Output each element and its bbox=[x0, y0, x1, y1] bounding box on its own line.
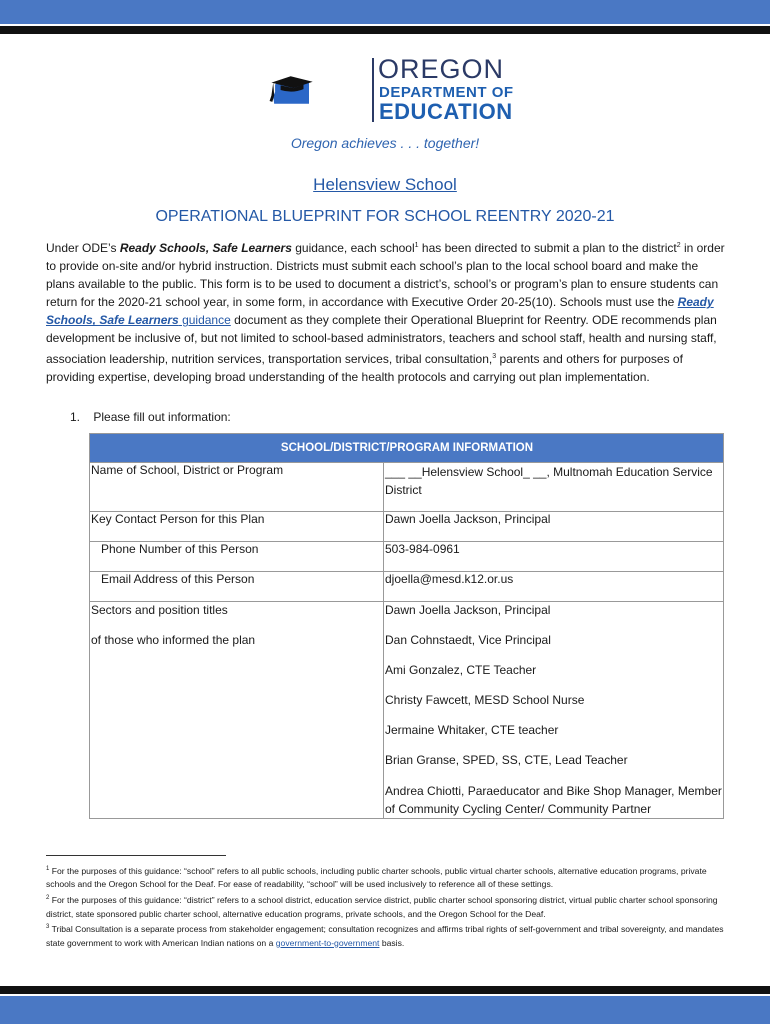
bottom-banner-bar bbox=[0, 996, 770, 1024]
sectors-list bbox=[384, 602, 724, 819]
list-item: Christy Fawcett, MESD School Nurse bbox=[385, 693, 585, 707]
logo-oregon-text: OREGON bbox=[378, 54, 505, 84]
row-label: Email Address of this Person bbox=[90, 572, 384, 602]
list-item: Dan Cohnstaedt, Vice Principal bbox=[385, 633, 551, 647]
school-name-value: ___ __Helensview School_ __, Multnomah Education Service District bbox=[384, 463, 724, 512]
email-value: djoella@mesd.k12.or.us bbox=[384, 572, 724, 602]
footnote-divider bbox=[46, 855, 226, 856]
list-item: Jermaine Whitaker, CTE teacher bbox=[385, 723, 559, 737]
ode-logo-icon bbox=[265, 54, 375, 126]
table-row bbox=[90, 602, 724, 819]
list-item: Dawn Joella Jackson, Principal bbox=[385, 603, 551, 617]
footnote-ref-2: 2 bbox=[676, 242, 681, 249]
question-1: 1. Please fill out information: bbox=[70, 410, 231, 424]
sectors-label-line: of those who informed the plan bbox=[91, 633, 256, 647]
blueprint-title: OPERATIONAL BLUEPRINT FOR SCHOOL REENTRY 2020-21 bbox=[155, 208, 615, 225]
top-divider bbox=[0, 26, 770, 34]
contact-person-value: Dawn Joella Jackson, Principal bbox=[384, 512, 724, 542]
guidance-link[interactable]: Ready Schools, Safe Learners guidance bbox=[46, 295, 714, 328]
footnote-1: $^1$ For the purposes of this guidance: “school” refers to all public schools, including public charter schools, public virtual charter schools, alternative education programs, private schools and the Oregon School for the Deaf. For ease of readability, “school” will be used inclusively to reference all of these settings. bbox=[46, 865, 707, 890]
list-item: Andrea Chiotti, Paraeducator and Bike Shop Manager, Member of Community Cycling Center/ Community Partner bbox=[385, 784, 722, 816]
table-row bbox=[90, 542, 724, 572]
intro-paragraph: Under ODE’s Ready Schools, Safe Learners guidance, each school$^1$ has been directed to submit a plan to the district$^2$ in order to provide on-site and/or hybrid instruction. Districts must submit each school’s plan to the local school board and make the plans available to the public. This form is to be used to document a district’s, school’s or program’s plan to ensure students can return for the 2020-21 school year, in some form, in accordance with Executive Order 20-25(10). Schools must use the Ready Schools, Safe Learners guidance document as they complete their Operational Blueprint for Reentry. ODE recommends plan development be inclusive of, but not limited to school-based administrators, teachers and school staff, health and nursing staff, association leadership, nutrition services, transportation services, tribal consultation,$^3$ parents and others for purposes of providing expertise, developing broad understanding of the health protocols and carrying out plan implementation. bbox=[46, 241, 725, 384]
school-title: Helensview School bbox=[313, 175, 457, 194]
table-row bbox=[90, 463, 724, 512]
footnotes bbox=[46, 863, 736, 950]
sectors-label bbox=[90, 602, 384, 819]
footnote-ref-3: 3 bbox=[492, 352, 497, 360]
bottom-divider bbox=[0, 986, 770, 994]
government-link[interactable]: government-to-government bbox=[275, 937, 380, 948]
tagline: Oregon achieves . . . together! bbox=[290, 135, 480, 151]
footnote-3: $^3$ Tribal Consultation is a separate process from stakeholder engagement; consultation recognizes and affirms tribal rights of self-government and tribal sovereignty, and mandates state government to work with American Indian nations on a government-to-government basis. bbox=[46, 923, 724, 948]
list-item: Ami Gonzalez, CTE Teacher bbox=[385, 663, 537, 677]
table-header: SCHOOL/DISTRICT/PROGRAM INFORMATION bbox=[90, 434, 724, 463]
sectors-label-line: Sectors and position titles bbox=[91, 603, 228, 617]
logo-department-text: DEPARTMENT OF bbox=[379, 84, 514, 101]
logo-education-text: EDUCATION bbox=[379, 99, 513, 124]
guidance-name: Ready Schools, Safe Learners bbox=[119, 241, 292, 255]
table-row bbox=[90, 512, 724, 542]
row-label: Phone Number of this Person bbox=[90, 542, 384, 572]
school-info-table bbox=[89, 433, 724, 819]
footnote-2: $^2$ For the purposes of this guidance: “district” refers to a school district, education service district, public charter school sponsoring district, virtual public charter school sponsoring district, state sponsored public charter school, alternative education programs, private schools, and the Oregon School for the Deaf. bbox=[46, 894, 718, 919]
phone-value: 503-984-0961 bbox=[384, 542, 724, 572]
table-row bbox=[90, 572, 724, 602]
list-item: Brian Granse, SPED, SS, CTE, Lead Teacher bbox=[385, 753, 628, 767]
logo-divider bbox=[372, 58, 374, 122]
top-banner-bar bbox=[0, 0, 770, 24]
row-label: Key Contact Person for this Plan bbox=[90, 512, 384, 542]
row-label: Name of School, District or Program bbox=[90, 463, 384, 512]
footnote-ref-1: 1 bbox=[414, 242, 419, 249]
